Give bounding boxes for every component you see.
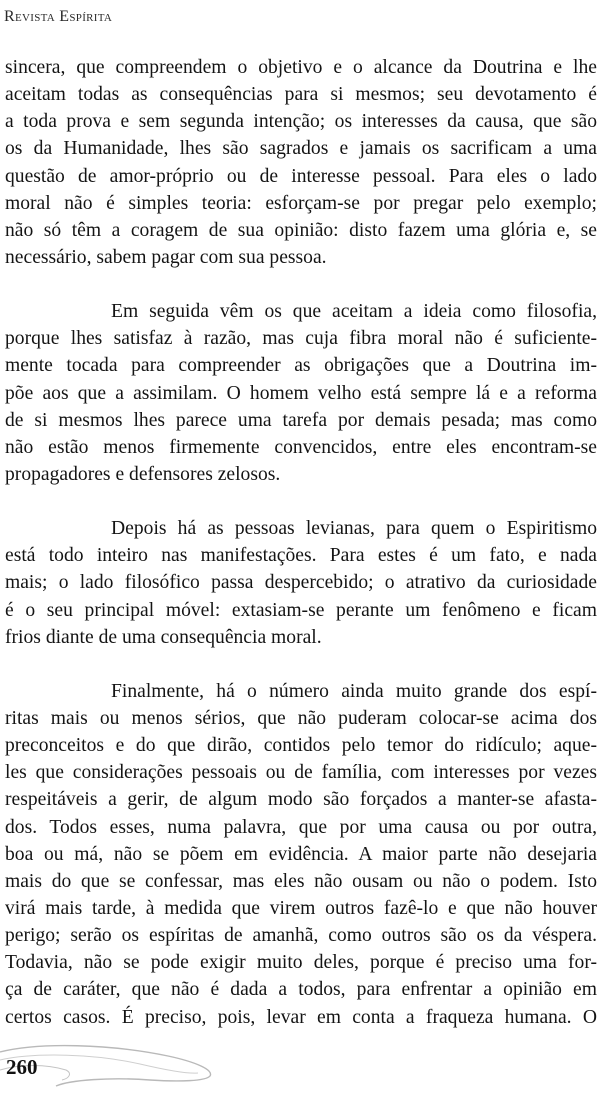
paragraph-4: [5, 678, 597, 1031]
text-line: moral não é simples teoria: esforçam-se por pregar pelo exemplo;: [5, 192, 597, 214]
text-line: não só têm a coragem de sua opinião: disto fazem uma glória e, se: [5, 219, 597, 241]
text-line: preconceitos e do que dirão, contidos pelo temor do ridículo; aque-: [5, 735, 597, 757]
paragraph-3: [5, 515, 597, 651]
text-line: necessário, sabem pagar com sua pessoa.: [5, 246, 327, 268]
text-line: les que considerações pessoais ou de família, com interesses por vezes: [5, 762, 597, 784]
paragraph-1: [5, 54, 597, 271]
text-line: sincera, que compreendem o objetivo e o alcance da Doutrina e lhe: [5, 57, 597, 78]
text-line: Em seguida vêm os que aceitam a ideia como filosofia,: [111, 301, 597, 323]
text-line: aceitam todas as consequências para si mesmos; seu devotamento é: [5, 84, 597, 106]
text-line: dos. Todos esses, numa palavra, que por uma causa ou por outra,: [5, 816, 597, 838]
text-line: põe aos que a assimilam. O homem velho está sempre lá e a reforma: [5, 382, 597, 404]
text-line: boa ou má, não se põem em evidência. A maior parte não desejaria: [5, 843, 597, 865]
text-line: porque lhes satisfaz à razão, mas cuja fibra moral não é suficiente-: [5, 328, 597, 350]
text-line: questão de amor-próprio ou de interesse pessoal. Para eles o lado: [5, 165, 597, 187]
text-line: ça de caráter, que não é dada a todos, para enfrentar a opinião em: [5, 979, 597, 1001]
text-line: mais; o lado filosófico passa despercebido; o atrativo da curiosidade: [5, 572, 597, 594]
paragraph-2: [5, 298, 597, 488]
page-number: 260: [6, 1055, 38, 1079]
text-line: Depois há as pessoas levianas, para quem o Espiritismo: [111, 518, 597, 540]
text-line: ritas mais ou menos sérios, que não puderam colocar-se acima dos: [5, 707, 597, 729]
text-line: respeitáveis a gerir, de algum modo são forçados a manter-se afasta-: [5, 789, 597, 811]
text-line: perigo; serão os espíritas de amanhã, como outros são os da véspera.: [5, 925, 597, 947]
text-line: não estão menos firmemente convencidos, entre eles encontram-se: [5, 436, 597, 458]
text-line: certos casos. É preciso, pois, levar em conta a fraqueza humana. O: [5, 1006, 597, 1028]
body-text: [5, 54, 597, 1031]
text-line: os da Humanidade, lhes são sagrados e jamais os sacrificam a uma: [5, 138, 597, 160]
paragraph-gap: [5, 271, 597, 298]
text-line: frios diante de uma consequência moral.: [5, 626, 322, 648]
text-line: a toda prova e sem segunda intenção; os interesses da causa, que são: [5, 111, 597, 133]
paragraph-gap: [5, 651, 597, 678]
text-line: mais do que se confessar, mas eles não ousam ou não o podem. Isto: [5, 870, 597, 892]
text-line: Todavia, não se pode exigir muito deles, porque é preciso uma for-: [5, 952, 597, 974]
text-line: está todo inteiro nas manifestações. Para estes é um fato, e nada: [5, 545, 597, 567]
paragraph-gap: [5, 488, 597, 515]
text-line: Finalmente, há o número ainda muito grande dos espí-: [111, 680, 597, 702]
text-line: é o seu principal móvel: extasiam-se perante um fenômeno e ficam: [5, 599, 597, 621]
text-line: virá mais tarde, à medida que virem outros fazê-lo e que não houver: [5, 897, 597, 919]
running-head: Revista Espírita: [4, 8, 113, 25]
text-line: propagadores e defensores zelosos.: [5, 463, 281, 485]
text-line: mente tocada para compreender as obrigações que a Doutrina im-: [5, 355, 597, 377]
text-line: de si mesmos lhes parece uma tarefa por demais pesada; mas como: [5, 409, 597, 431]
